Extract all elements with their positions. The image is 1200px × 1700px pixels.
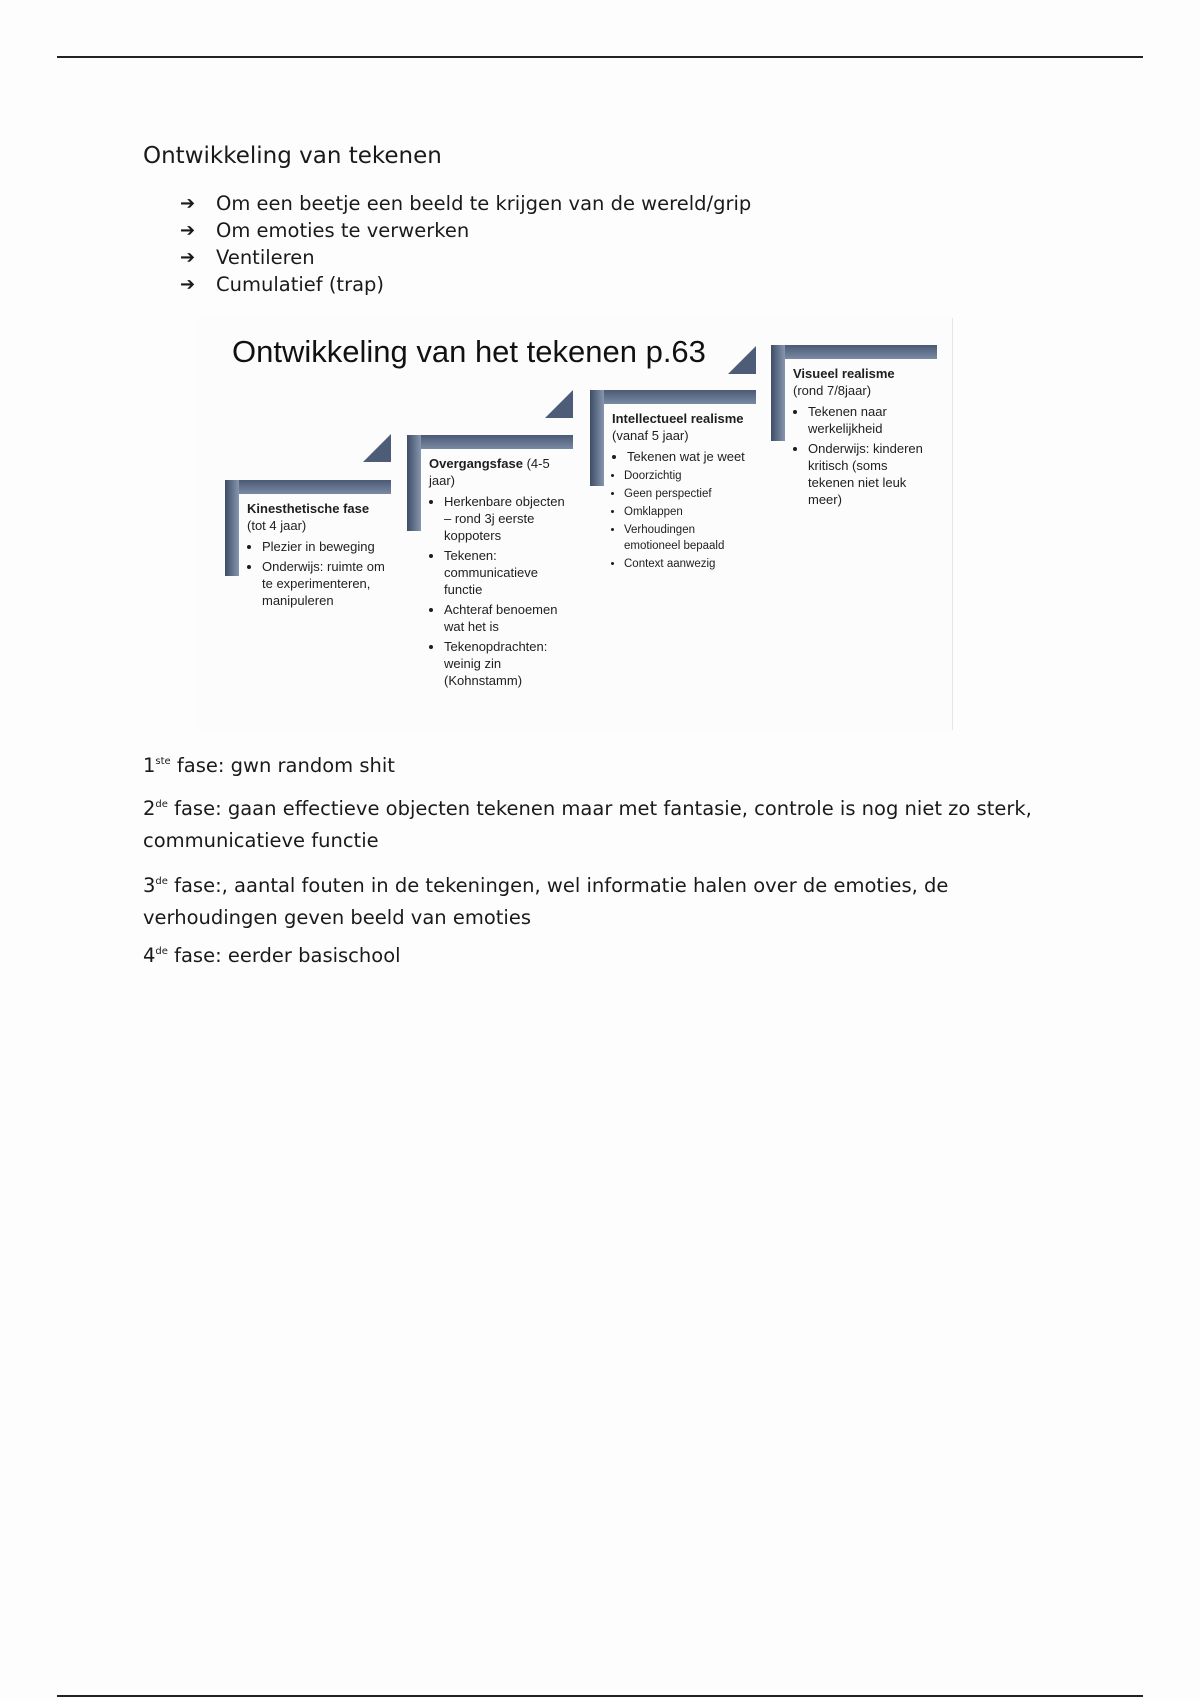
step-post-2 <box>407 435 421 531</box>
list-item: ➔ Ventileren <box>180 246 315 269</box>
phase-visueel-realisme: Visueel realisme (rond 7/8jaar) • Tekenen naar werkelijkheid • Onderwijs: kinderen kritisch (soms tekenen niet leuk meer) <box>793 365 933 511</box>
slide-border <box>952 318 953 730</box>
step-post-4 <box>771 345 785 441</box>
step-bar-2 <box>407 435 573 449</box>
step-bar-3 <box>590 390 756 404</box>
note-phase-3: 3de fase:, aantal fouten in de tekeningen, wel informatie halen over de emoties, de verhoudingen geven beeld van emoties <box>143 874 949 929</box>
list-item: ➔ Om emoties te verwerken <box>180 219 470 242</box>
step-bar-1 <box>225 480 391 494</box>
step-post-1 <box>225 480 239 576</box>
arrow-icon: ➔ <box>180 274 196 295</box>
page-title: Ontwikkeling van tekenen <box>143 143 442 169</box>
bullet-list <box>180 190 751 298</box>
slide-image <box>195 318 953 730</box>
header-rule <box>57 56 1143 58</box>
note-phase-1: 1ste fase: gwn random shit <box>143 754 395 777</box>
list-item: ➔ Cumulatief (trap) <box>180 273 385 296</box>
footer-rule <box>57 1695 1143 1697</box>
note-phase-4: 4de fase: eerder basischool <box>143 944 401 967</box>
step-corner-2 <box>545 390 573 418</box>
list-item: ➔ Om een beetje een beeld te krijgen van de wereld/grip <box>180 192 752 215</box>
phase-intellectueel-realisme: Intellectueel realisme (vanaf 5 jaar) • Tekenen wat je weet • Doorzichtig • Geen perspectief • Omklappen • Verhoudingen emotioneel bepaald • Context aanwezig <box>612 410 752 574</box>
step-corner-3 <box>728 346 756 374</box>
step-post-3 <box>590 390 604 486</box>
note-phase-2: 2de fase: gaan effectieve objecten tekenen maar met fantasie, controle is nog niet zo sterk, communicatieve functie <box>143 797 1032 852</box>
arrow-icon: ➔ <box>180 193 196 214</box>
phase-overgangsfase: Overgangsfase (4-5 jaar) • Herkenbare objecten – rond 3j eerste koppoters • Tekenen: communicatieve functie • Achteraf benoemen wat het is • Tekenopdrachten: weinig zin (Kohnstamm) <box>429 455 571 692</box>
phase-kinesthetisch: Kinesthetische fase (tot 4 jaar) • Plezier in beweging • Onderwijs: ruimte om te experimenteren, manipuleren <box>247 500 392 612</box>
step-corner-1 <box>363 434 391 462</box>
slide-title: Ontwikkeling van het tekenen p.63 <box>232 334 706 369</box>
step-bar-4 <box>771 345 937 359</box>
arrow-icon: ➔ <box>180 220 196 241</box>
arrow-icon: ➔ <box>180 247 196 268</box>
